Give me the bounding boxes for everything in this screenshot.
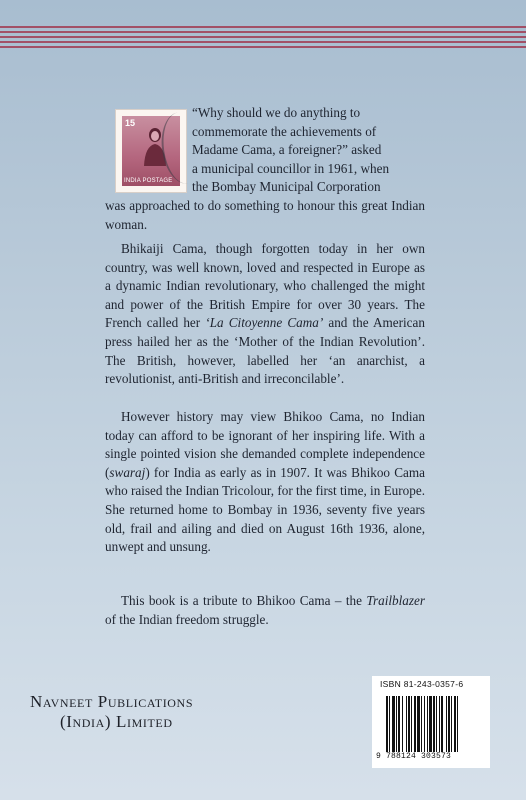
text-segment: This book is a tribute to Bhikoo Cama – the [121, 593, 367, 608]
publisher-suffix: (India) Limited [60, 712, 173, 731]
paragraph-tribute [105, 592, 425, 629]
text-line: Madame Cama, a foreigner?” asked [192, 142, 382, 158]
paragraph-history [105, 408, 425, 557]
publisher-name: Navneet Publications [30, 692, 194, 711]
stamp-value: 15 [125, 118, 136, 128]
publisher-logo [30, 692, 246, 732]
barcode-digits: 9 788124 303573 [376, 752, 452, 761]
text-line: commemorate the achievements of [192, 123, 377, 139]
barcode-label [372, 676, 490, 768]
isbn-number: ISBN 81-243-0357-6 [380, 679, 464, 689]
text-emphasis: swaraj [109, 464, 146, 480]
stamp-caption: INDIA POSTAGE [124, 178, 173, 184]
text-segment: and the American press hailed her as the ‘Mother of the Indian Revolution’. The British, however, labelled her ‘an anarchist, a revolutionist, anti-British and irreconcilable’. [105, 315, 425, 387]
paragraph-quote [105, 104, 425, 234]
text-line: a municipal councillor in 1961, when [192, 160, 390, 176]
text-segment: of the Indian freedom struggle. [105, 611, 269, 627]
text-line: the Bombay Municipal Corporation [192, 179, 381, 195]
text-segment: ) for India as early as in 1907. It was Bhikoo Cama who raised the Indian Tricolour, for the first time, in Europe. She returned home to Bombay in 1936, seventy five years old, frail and ailing and died on August 16th 1936, alone, unwept and unsung. [105, 464, 425, 555]
text-line: “Why should we do anything to [192, 105, 361, 120]
text-segment: Bhikaiji Cama, though forgotten today in her own country, was well known, loved and respected in Europe as a dynamic Indian revolutionary, who challenged the might and power of the British Empire for over 30 years. The French called her [105, 241, 425, 331]
text-emphasis: ‘La Citoyenne Cama’ [205, 315, 324, 331]
decorative-stripes [0, 26, 526, 52]
text-line: was approached to do something to honour this great Indian woman. [105, 197, 425, 232]
paragraph-bhikaiji [105, 240, 425, 389]
barcode-icon [386, 696, 482, 752]
text-emphasis: Trailblazer [366, 593, 425, 608]
text-segment: However history may view Bhikoo Cama, no Indian today can afford to be ignorant of her inspiring life. With a single pointed vision she demanded complete independence ( [105, 409, 425, 480]
